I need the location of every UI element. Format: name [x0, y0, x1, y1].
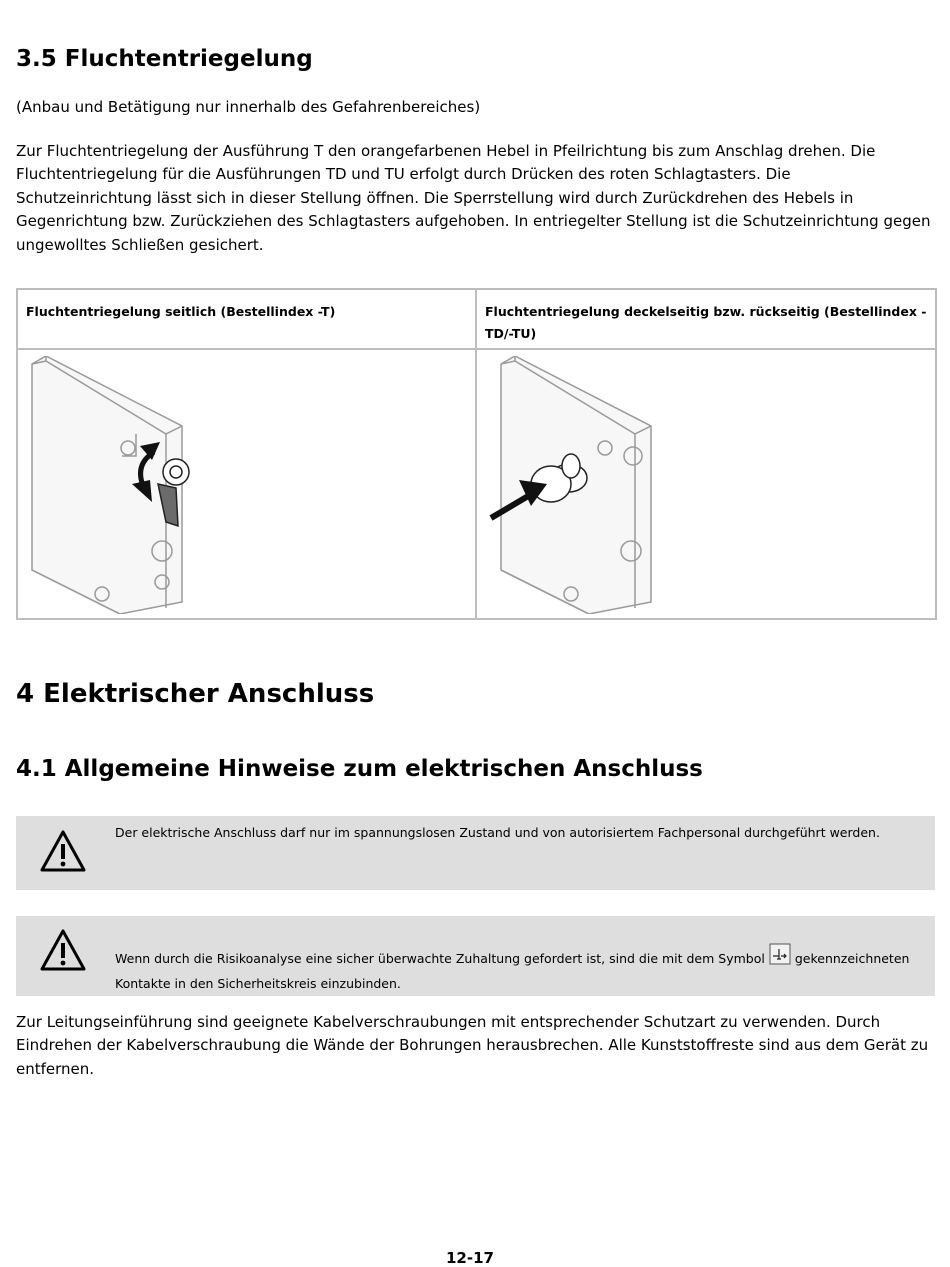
warning-triangle-icon — [40, 830, 86, 872]
section-3-5-body: Zur Fluchtentriegelung der Ausführung T den orangefarbenen Hebel in Pfeilrichtung bis zum Anschlag drehen. Die Fluchtentriegelung für die Ausführungen TD und TU erfolgt durch Drücken des roten Schlagtasters. Die Schutzeinrichtung lässt sich in dieser Stellung öffnen. Die Sperrstellung wird durch Zurückdrehen des Hebels in Gegenrichtung bzw. Zurückziehen des Schlagtasters aufgehoben. In entriegelter Stellung ist die Schutzeinrichtung gegen ungewolltes Schließen gesichert. — [16, 142, 931, 254]
caption-lateral-release: Fluchtentriegelung seitlich (Bestellindex -T) — [26, 304, 336, 319]
section-3-5-title: 3.5 Fluchtentriegelung — [16, 46, 313, 72]
figure-table-image-cell — [476, 349, 936, 619]
warning-triangle-icon — [40, 929, 86, 971]
figure-table-header-cell — [17, 289, 476, 349]
caption-cover-release: Fluchtentriegelung deckelseitig bzw. rückseitig (Bestellindex -TD/-TU) — [485, 304, 927, 341]
section-4-title: 4 Elektrischer Anschluss — [16, 679, 375, 709]
section-3-5-note: (Anbau und Betätigung nur innerhalb des Gefahrenbereiches) — [16, 98, 481, 116]
figure-table-header-cell — [476, 289, 936, 349]
page-number: 12-17 — [446, 1249, 494, 1267]
warning-1-text: Der elektrische Anschluss darf nur im spannungslosen Zustand und von autorisiertem Fachpersonal durchgeführt werden. — [115, 825, 880, 840]
warning-2-text-after: gekennzeichneten Kontakte in den Sicherheitskreis einzubinden. — [115, 951, 910, 991]
lever-release-illustration — [28, 356, 228, 614]
figure-table — [16, 288, 937, 620]
safety-contact-symbol-icon — [769, 943, 791, 965]
warning-box — [16, 916, 935, 996]
section-4-1-body: Zur Leitungseinführung sind geeignete Kabelverschraubungen mit entsprechender Schutzart zu verwenden. Durch Eindrehen der Kabelverschraubung die Wände der Bohrungen herausbrechen. Alle Kunststoffreste sind aus dem Gerät zu entfernen. — [16, 1013, 929, 1078]
push-button-release-illustration — [487, 356, 687, 614]
warning-2-text — [115, 943, 933, 996]
section-4-1-title: 4.1 Allgemeine Hinweise zum elektrischen Anschluss — [16, 756, 703, 782]
warning-box — [16, 816, 935, 890]
warning-2-text-before: Wenn durch die Risikoanalyse eine sicher überwachte Zuhaltung gefordert ist, sind die mit dem Symbol — [115, 951, 765, 966]
figure-table-image-cell — [17, 349, 476, 619]
